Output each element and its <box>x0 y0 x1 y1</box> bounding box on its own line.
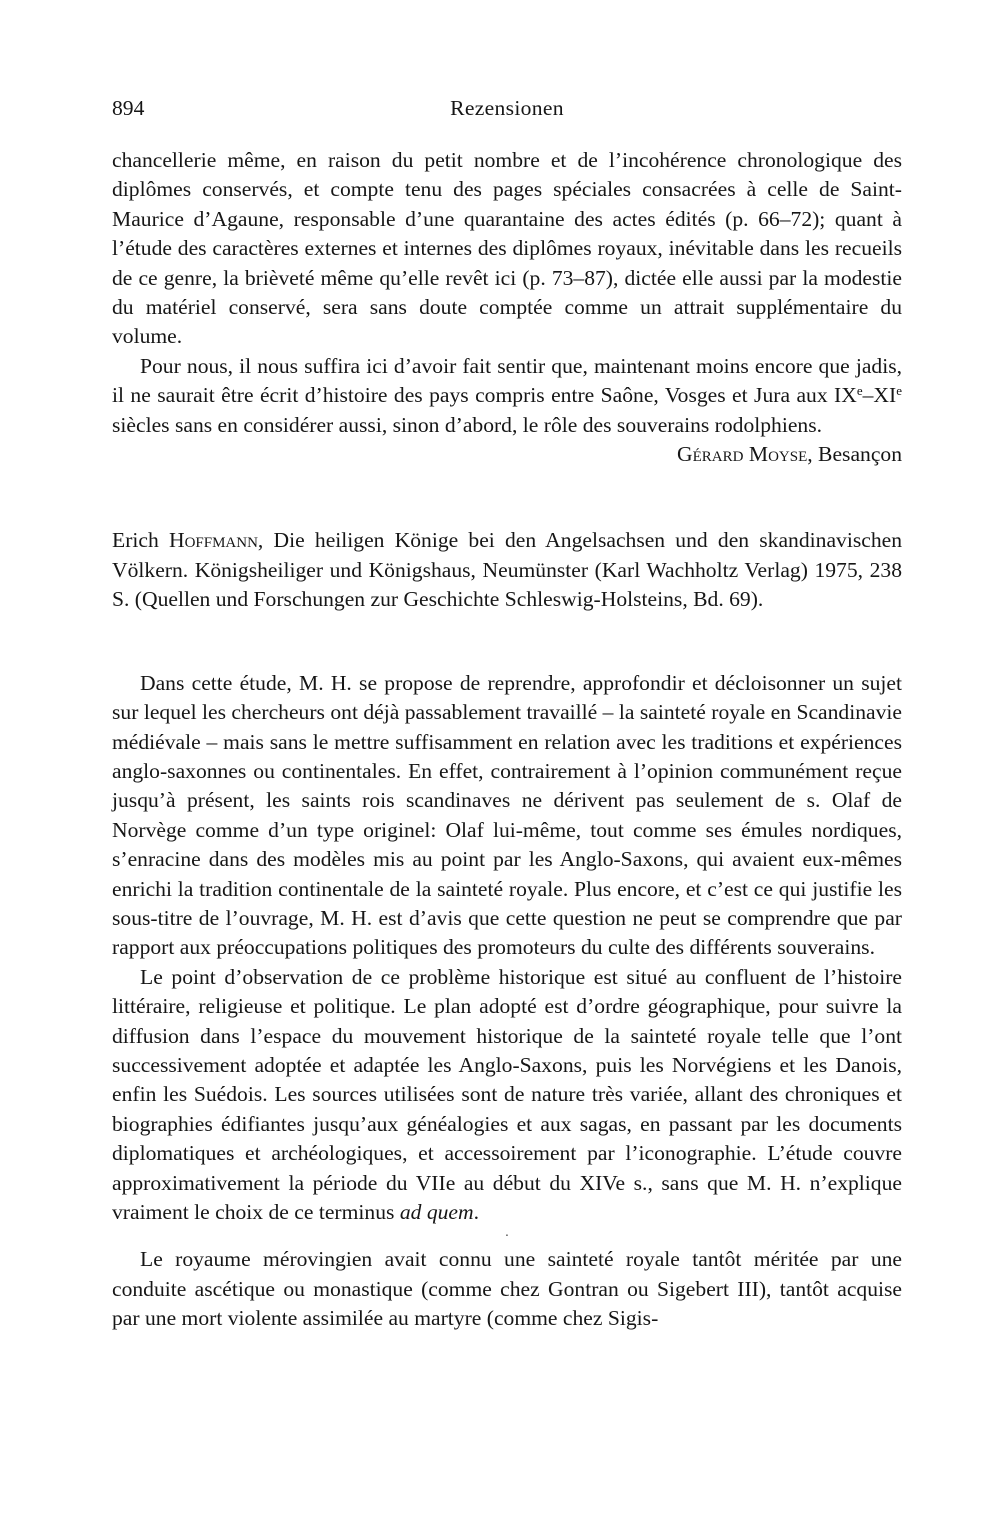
reviewer-name: Gérard Moyse <box>677 442 808 467</box>
century-superscript-2: e <box>896 383 902 399</box>
review-paragraph-2 <box>112 963 902 1228</box>
running-title: Rezensionen <box>450 96 564 120</box>
prev-review-paragraph-1: chancellerie même, en raison du petit nombre et de l’incohérence chronologique des diplômes conservés, et compte tenu des pages spéciales consacrées à celle de Saint-Maurice d’Agaune, responsable d’une quarantaine des actes édités (p. 66–72); quant à l’étude des caractères externes et internes des diplômes royaux, inévitable dans les recueils de ce genre, la brièveté même qu’elle revêt ici (p. 73–87), dictée elle aussi par la modestie du matériel conservé, sera sans doute comptée comme un attrait supplémentaire du volume. <box>112 148 902 349</box>
prev-review-paragraph-2 <box>112 352 902 440</box>
prev-p2-after: siècles sans en considérer aussi, sinon d’abord, le rôle des souverains rodolphiens. <box>112 412 823 437</box>
century-superscript-1: e <box>856 383 863 399</box>
review-p2-main: Le point d’observation de ce problème historique est situé au confluent de l’histoire littéraire, religieuse et politique. Le plan adopté est d’ordre géographique, pour suivre la diffusion dans l’espace du mouvement historique de la sainteté royale telle que l’ont successivement adoptée et adaptée les Anglo-Saxons, puis les Norvégiens et les Danois, enfin les Suédois. Les sources utilisées sont de nature très variée, allant des chroniques et biographies édifiantes jusqu’aux généalogies et aux sagas, en passant par les documents diplomatiques et archéologiques, et accessoirement par l’iconographie. L’étude couvre approximativement la période du VIIe au début du XIVe s., sans que M. H. n’explique vraiment le choix de ce terminus <box>112 964 902 1224</box>
page-number: 894 <box>112 96 145 120</box>
review-paragraph-1: Dans cette étude, M. H. se propose de reprendre, approfondir et décloisonner un sujet sur lequel les chercheurs ont déjà passablement travaillé – la sainteté royale en Scandinavie médiévale – mais sans le mettre suffisamment en relation avec les traditions et expériences anglo-saxonnes ou continentales. En effet, contrairement à l’opinion communément reçue jusqu’à présent, les saints rois scandinaves ne dérivent pas seulement de s. Olaf de Norvège comme d’un type originel: Olaf lui-même, tout comme ses émules nordiques, s’enracine dans des modèles mis au point par les Anglo-Saxons, qui avaient eux-mêmes enrichi la tradition continentale de la sainteté royale. Plus encore, et c’est ce qui justifie les sous-titre de l’ouvrage, M. H. est d’avis que cette question ne peut se comprendre que par rapport aux préoccupations politiques des promoteurs du culte des différents souverains. <box>112 670 902 960</box>
citation-text: , Die heiligen Könige bei den Angelsachsen und den skandinavischen Völkern. Königsheiliger und Königshaus, Neumünster (Karl Wachholtz Verlag) 1975, 238 S. (Quellen und Forschungen zur Geschichte Schleswig-Holsteins, Bd. 69). <box>112 528 902 612</box>
reviewer-signature <box>112 440 902 469</box>
reviewer-place: , Besançon <box>807 442 902 467</box>
review-p2-italic: ad quem <box>399 1200 474 1224</box>
running-head <box>112 94 902 124</box>
author-last-name: Hoffmann <box>168 528 258 553</box>
review-citation <box>112 526 902 614</box>
prev-p2-dash: –XI <box>862 383 897 408</box>
page <box>112 94 902 1334</box>
author-first-name: Erich <box>112 528 169 553</box>
review-p2-end: . <box>473 1200 479 1224</box>
section-mark: · <box>504 1229 510 1245</box>
prev-p2-before: Pour nous, il nous suffira ici d’avoir fait sentir que, maintenant moins encore que jadis, il ne saurait être écrit d’histoire des pays compris entre Saône, Vosges et Jura aux IX <box>112 353 902 408</box>
review-paragraph-3: Le royaume mérovingien avait connu une sainteté royale tantôt méritée par une conduite ascétique ou monastique (comme chez Gontran ou Sigebert III), tantôt acquise par une mort violente assimilée au martyre (comme chez Sigis- <box>112 1247 902 1331</box>
